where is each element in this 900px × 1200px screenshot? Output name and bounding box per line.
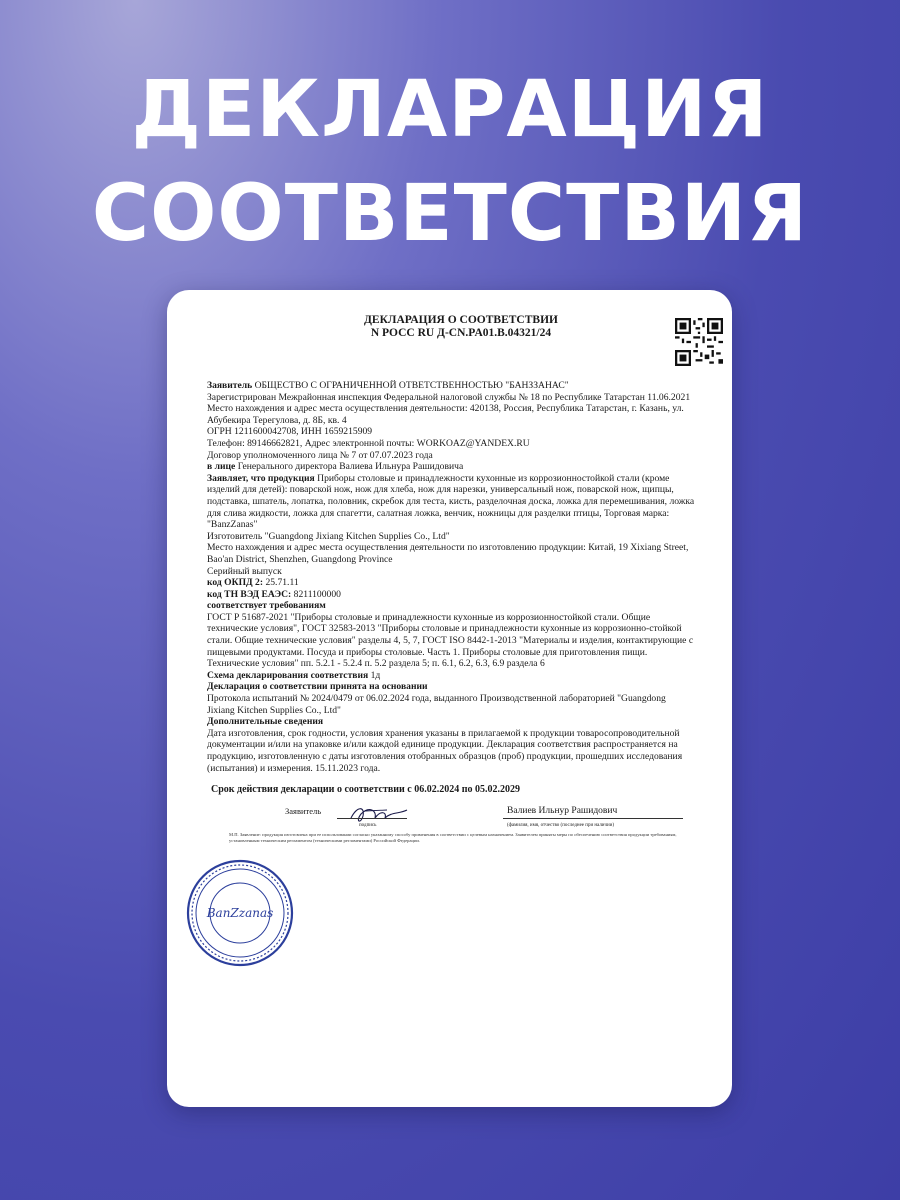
additional-label: Дополнительные сведения (207, 716, 324, 728)
contract-text: Договор уполномоченного лица № 7 от 07.07.2023 года (207, 449, 433, 461)
conforms-value: ГОСТ Р 51687-2021 "Приборы столовые и принадлежности кухонные из коррозионностойкой стали. Общие технические условия", ГОСТ 32583-2013 "Приборы столовые и принадлежности кухонные из коррозионно-стойкой стали. Общие технические условия" разделы 4, 5, 7, ГОСТ ISO 8442-1-2013 "Материалы и изделия, контактирующие с пищевыми продуктами. Посуда и приборы столовые. Часть 1. Приборы столовые для приготовления пищи. Технические условия" пп. 5.2.1 - 5.2.4 п. 5.2 раздела 5; п. 6.1, 6.2, 6.3, 6.9 раздела 6 (207, 611, 694, 670)
signature-block (207, 802, 695, 842)
doc-number: N РОСС RU Д-CN.PA01.B.04321/24 (370, 327, 552, 339)
person-value: Генерального директора Валиева Ильнура Рашидовича (237, 461, 464, 473)
headline-line1: ДЕКЛАРАЦИЯ (131, 65, 769, 155)
registration-text: Зарегистрирован Межрайонная инспекция Федеральной налоговой службы № 18 по Республике Татарстан 11.06.2021 (207, 391, 691, 403)
scheme-value: 1д (370, 669, 381, 681)
manufacturer-address-text: Место нахождения и адрес места осуществления деятельности по изготовлению продукции: Китай, 19 Xixiang Street, Bao'an District, Shenzhen, Guangdong Province (207, 542, 689, 565)
signer-label: Заявитель (285, 805, 322, 816)
tnved-value: 8211100000 (293, 588, 341, 600)
okpd-label: код ОКПД 2: (207, 577, 264, 589)
fine-print: М.П. Заявление: продукция изготовлена при ее использовании согласно указанному способу применения в соответствии с целевым назначением. Заявителем приняты меры по обеспечению соответствия продукции требованиям, установленным техническим регламентом (техническими регламентами) Российской Федерации. (229, 831, 677, 843)
additional-value: Дата изготовления, срок годности, условия хранения указаны в прилагаемой к продукции товаросопроводительной документации и/или на упаковке и/или каждой единице продукции. Декларация соответствия распространяется на продукцию, изготовленную с даты изготовления отобранных образцов (проб) продукции, прошедших исследования (испытания) и измерения. 15.11.2023 года. (207, 727, 683, 774)
headline-line2: СООТВЕТСТВИЯ (91, 169, 809, 259)
handwritten-signature (347, 802, 413, 828)
manufacturer-text: Изготовитель "Guangdong Jixiang Kitchen Supplies Co., Ltd" (207, 530, 450, 542)
validity-period: Срок действия декларации о соответствии с 06.02.2024 по 05.02.2029 (211, 784, 521, 796)
declares-label: Заявляет, что продукция (207, 472, 315, 484)
signer-name: Валиев Ильнур Рашидович (507, 805, 618, 816)
ogrn-text: ОГРН 1211600042708, ИНН 1659215909 (207, 426, 373, 438)
person-label: в лице (207, 461, 236, 473)
document-card (167, 290, 732, 1107)
applicant-label: Заявитель (207, 380, 253, 391)
basis-value: Протокола испытаний № 2024/0479 от 06.02.2024 года, выданного Производственной лабораторией "Guangdong Jixiang Kitchen Supplies Co., Ltd" (207, 693, 666, 716)
company-stamp (185, 858, 295, 968)
phone-text: Телефон: 89146662821, Адрес электронной почты: WORKOAZ@YANDEX.RU (207, 437, 530, 449)
tnved-label: код ТН ВЭД ЕАЭС: (207, 588, 292, 600)
qr-code-icon (675, 318, 723, 366)
scheme-label: Схема декларирования соответствия (207, 669, 369, 681)
stamp-text: BanZzanas (206, 906, 274, 920)
declaration-document (207, 314, 695, 842)
signature-caption: подпись (359, 822, 377, 828)
conforms-label: соответствует требованиям (207, 600, 326, 612)
okpd-value: 25.71.11 (265, 577, 299, 589)
headline (0, 58, 900, 266)
serial-text: Серийный выпуск (207, 565, 282, 577)
signer-caption: (фамилия, имя, отчество (последнее при наличии) (507, 822, 615, 828)
doc-title: ДЕКЛАРАЦИЯ О СООТВЕТСТВИИ (364, 314, 558, 326)
address-text: Место нахождения и адрес места осуществления деятельности: 420138, Россия, Республика Татарстан, г. Казань, ул. Абубекира Терегулова, д. 8Б, кв. 4 (207, 403, 684, 426)
applicant-value: ОБЩЕСТВО С ОГРАНИЧЕННОЙ ОТВЕТСТВЕННОСТЬЮ "БАНЗЗАНАС" (254, 380, 569, 391)
basis-label: Декларация о соответствии принята на основании (207, 681, 428, 693)
declares-value: Приборы столовые и принадлежности кухонные из коррозионностойкой стали (кроме изделий для детей): поварской нож, нож для хлеба, нож для нарезки, универсальный нож, поварской нож, щипцы, подставка, шпатель, лопатка, половник, скребок для теста, кисть, разделочная доска, ложка для перемешивания, ложка для слива жидкости, ложка для спагетти, салатная ложка, венчик, ножницы для разделки птицы, Торговая марка: "BanzZanas" (207, 472, 695, 531)
